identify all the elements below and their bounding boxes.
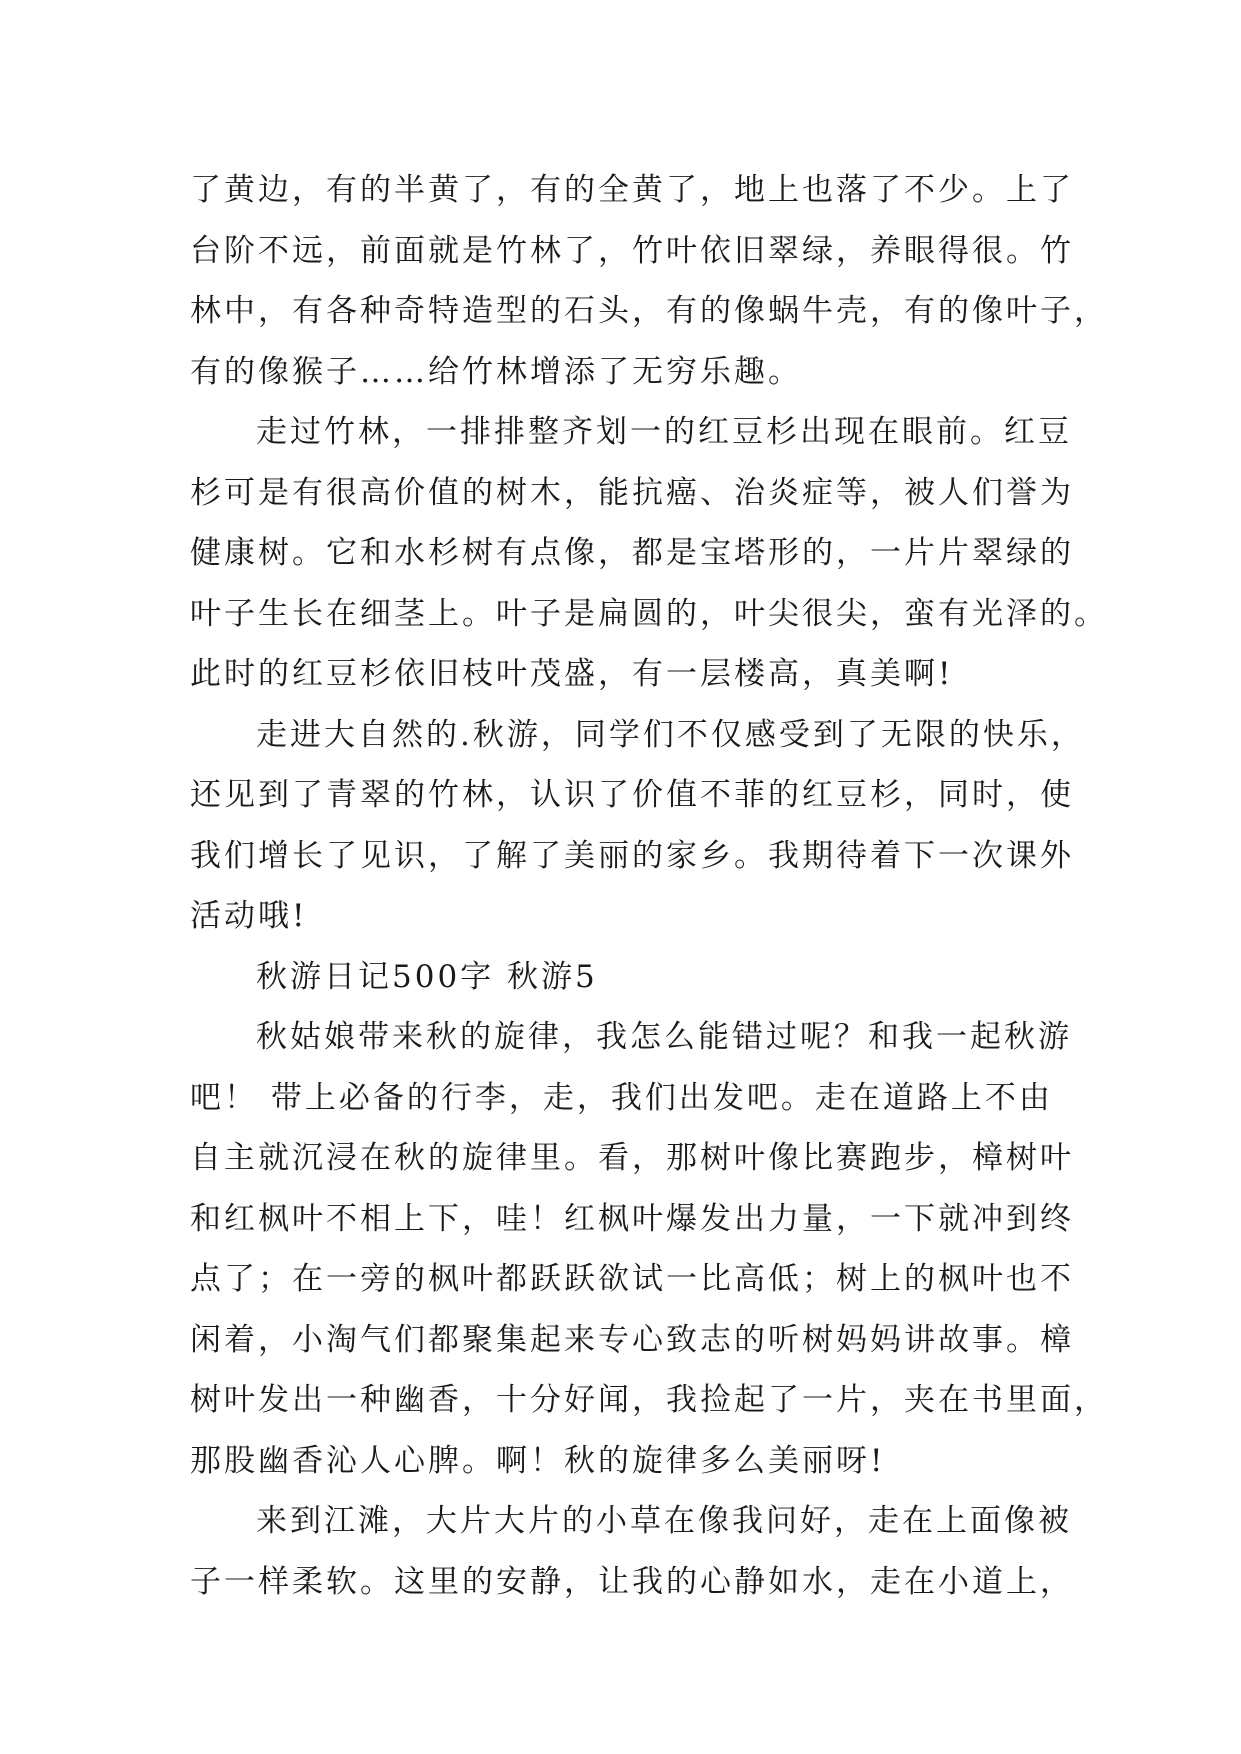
text-line: 叶子生长在细茎上。叶子是扁圆的，叶尖很尖，蛮有光泽的。 bbox=[190, 595, 1108, 632]
text-line: 健康树。它和水杉树有点像，都是宝塔形的，一片片翠绿的 bbox=[190, 535, 1074, 571]
text-line: 来到江滩，大片大片的小草在像我问好，走在上面像被 bbox=[256, 1503, 1072, 1539]
text-line: 秋姑娘带来秋的旋律，我怎么能错过呢？和我一起秋游 bbox=[256, 1019, 1072, 1055]
text-line: 走进大自然的.秋游，同学们不仅感受到了无限的快乐， bbox=[256, 716, 1085, 753]
text-line: 和红枫叶不相上下，哇！红枫叶爆发出力量，一下就冲到终 bbox=[190, 1200, 1074, 1237]
text-line: 闲着，小淘气们都聚集起来专心致志的听树妈妈讲故事。樟 bbox=[190, 1321, 1074, 1358]
text-line: 林中，有各种奇特造型的石头，有的像蜗牛壳，有的像叶子， bbox=[190, 293, 1108, 329]
document-body bbox=[190, 160, 1108, 1612]
text-line: 还见到了青翠的竹林，认识了价值不菲的红豆杉，同时，使 bbox=[190, 777, 1074, 813]
text-line: 我们增长了见识，了解了美丽的家乡。我期待着下一次课外 bbox=[190, 837, 1074, 874]
text-line: 自主就沉浸在秋的旋律里。看，那树叶像比赛跑步，樟树叶 bbox=[190, 1140, 1074, 1176]
text-line: 了黄边，有的半黄了，有的全黄了，地上也落了不少。上了 bbox=[190, 172, 1074, 208]
text-line: 走过竹林，一排排整齐划一的红豆杉出现在眼前。红豆 bbox=[256, 414, 1072, 450]
text-line: 点了；在一旁的枫叶都跃跃欲试一比高低；树上的枫叶也不 bbox=[190, 1261, 1074, 1297]
text-line: 子一样柔软。这里的安静，让我的心静如水，走在小道上， bbox=[190, 1563, 1074, 1600]
text-line: 此时的红豆杉依旧枝叶茂盛，有一层楼高，真美啊! bbox=[190, 656, 954, 692]
text-line: 活动哦! bbox=[190, 898, 308, 934]
text-line: 吧！ 带上必备的行李，走，我们出发吧。走在道路上不由 bbox=[190, 1079, 1053, 1116]
text-line: 台阶不远，前面就是竹林了，竹叶依旧翠绿，养眼得很。竹 bbox=[190, 232, 1074, 269]
text-line: 杉可是有很高价值的树木，能抗癌、治炎症等，被人们誉为 bbox=[190, 474, 1074, 511]
text-line: 树叶发出一种幽香，十分好闻，我捡起了一片，夹在书里面， bbox=[190, 1382, 1108, 1418]
text-line: 那股幽香沁人心脾。啊！秋的旋律多么美丽呀! bbox=[190, 1442, 886, 1479]
text-line: 有的像猴子……给竹林增添了无穷乐趣。 bbox=[190, 353, 802, 390]
text-line: 秋游日记500字 秋游5 bbox=[256, 958, 598, 995]
